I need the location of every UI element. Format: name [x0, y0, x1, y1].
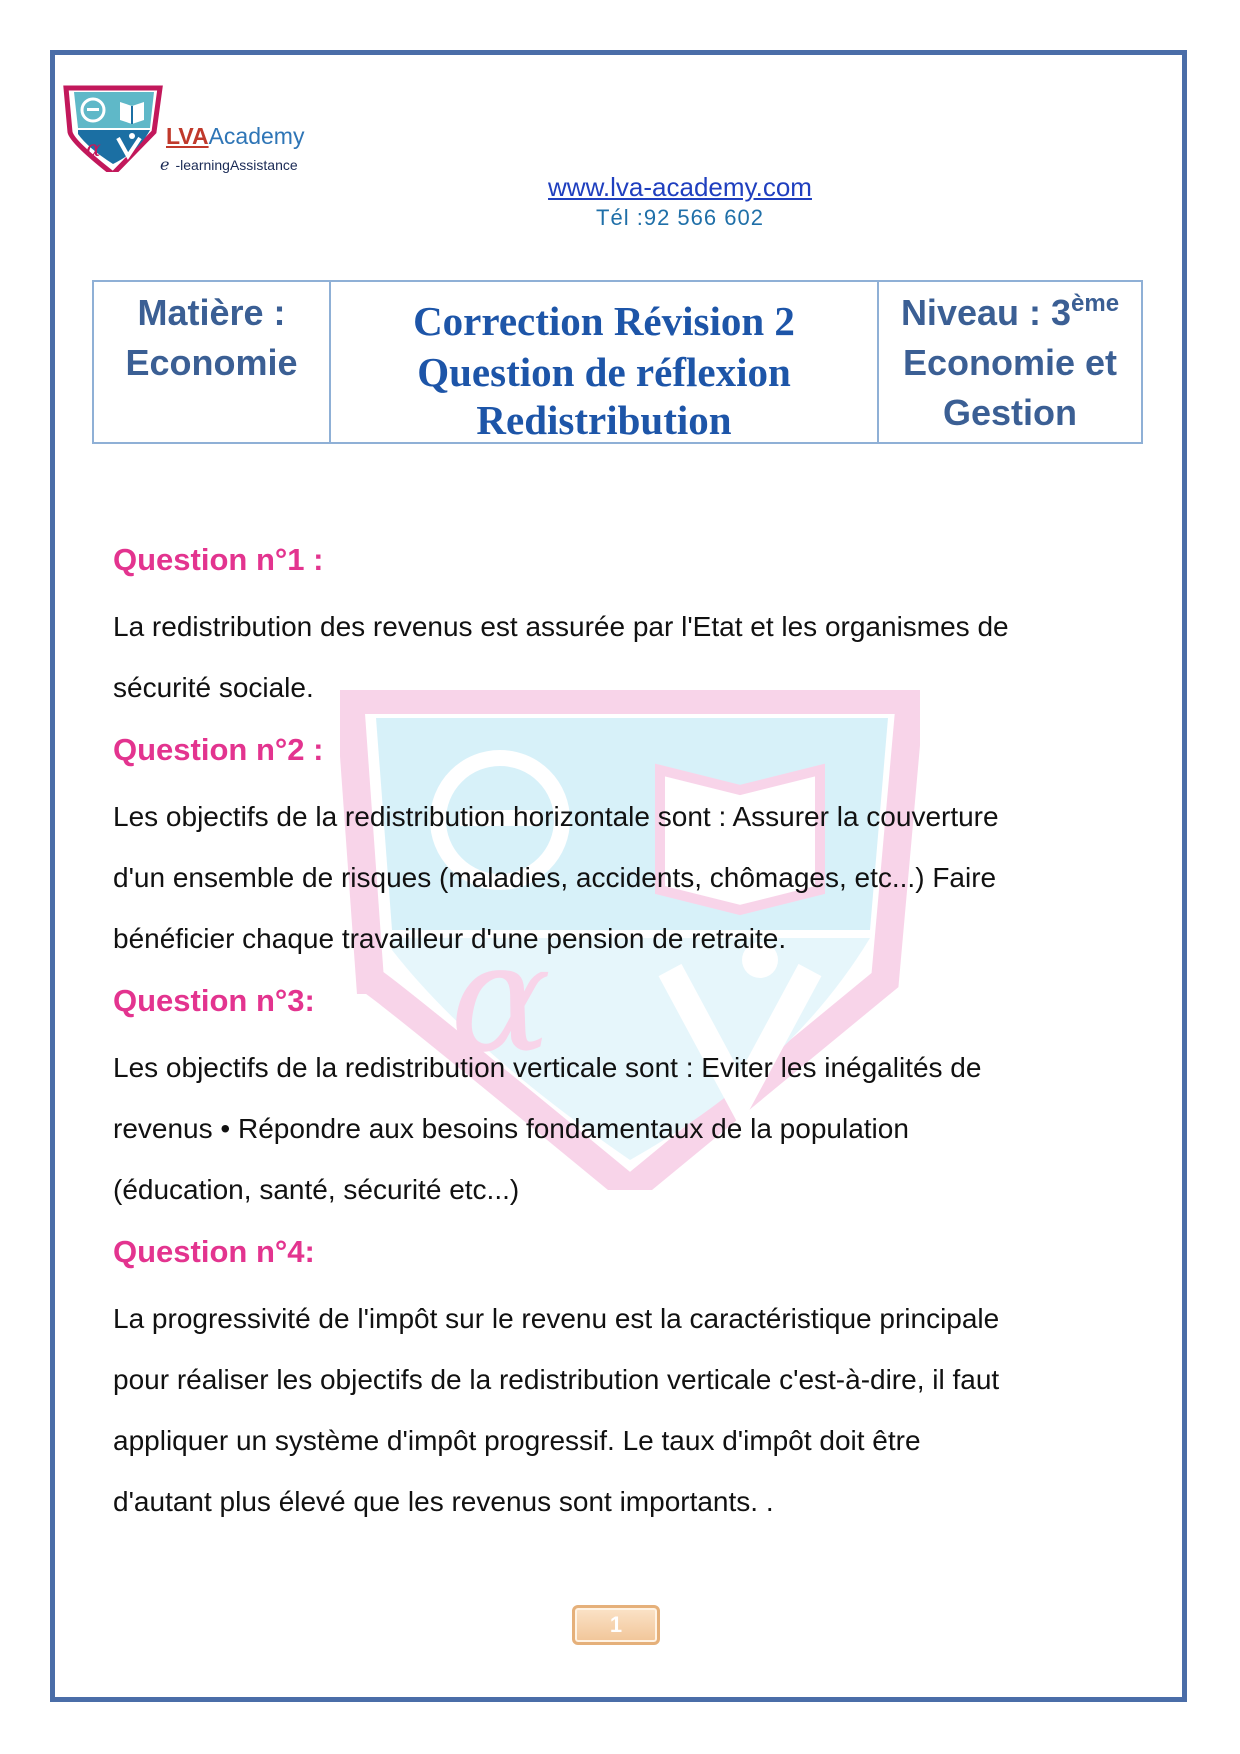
level-exponent: ème: [1071, 290, 1120, 317]
brand-name: [166, 123, 304, 150]
document-topic: Redistribution: [476, 397, 732, 443]
phone-number: Tél :92 566 602: [596, 205, 764, 230]
document-subtitle: Question de réflexion: [417, 349, 791, 395]
subject-label: Matière :: [137, 292, 286, 333]
question-2-title: Question n°2 :: [113, 732, 324, 767]
answer-line: appliquer un système d'impôt progressif. Le taux d'impôt doit être: [113, 1425, 921, 1456]
tagline-e: e: [160, 155, 170, 174]
level-line-2: Economie et: [902, 342, 1118, 383]
svg-text:α: α: [86, 137, 101, 162]
svg-text:α: α: [450, 912, 552, 1086]
answer-line: La redistribution des revenus est assurée par l'Etat et les organismes de: [113, 611, 1009, 642]
question-4-answer: [113, 1288, 1123, 1532]
question-block-4: [113, 1232, 1123, 1532]
brand-academy: Academy: [208, 123, 305, 149]
answer-line: (éducation, santé, sécurité etc...): [113, 1174, 520, 1205]
question-1-title: Question n°1 :: [113, 542, 324, 577]
website-link[interactable]: www.lva-academy.com: [548, 172, 812, 202]
answer-line: La progressivité de l'impôt sur le revenu est la caractéristique principale: [113, 1303, 1000, 1334]
question-block-1: [113, 540, 1123, 718]
tagline-text: -learningAssistance: [175, 157, 298, 173]
answer-line: Les objectifs de la redistribution horizontale sont : Assurer la couverture: [113, 801, 999, 832]
answer-line: sécurité sociale.: [113, 672, 314, 703]
subject-cell: [94, 282, 331, 442]
brand-lva: LVA: [166, 123, 209, 149]
questions-section: [113, 540, 1123, 1544]
level-label-text: Niveau : 3: [900, 292, 1072, 333]
answer-line: d'un ensemble de risques (maladies, accidents, chômages, etc...) Faire: [113, 862, 997, 893]
question-2-answer: [113, 786, 1123, 969]
answer-line: pour réaliser les objectifs de la redistribution verticale c'est-à-dire, il faut: [113, 1364, 1000, 1395]
question-3-title: Question n°3:: [113, 983, 315, 1018]
answer-line: Les objectifs de la redistribution verticale sont : Eviter les inégalités de: [113, 1052, 982, 1083]
question-4-title: Question n°4:: [113, 1234, 315, 1269]
title-cell: [331, 282, 879, 442]
question-3-answer: [113, 1037, 1123, 1220]
info-table: [92, 280, 1143, 444]
question-block-2: [113, 730, 1123, 969]
answer-line: d'autant plus élevé que les revenus sont importants. .: [113, 1486, 774, 1517]
answer-line: bénéficier chaque travailleur d'une pension de retraite.: [113, 923, 787, 954]
level-cell: [879, 282, 1141, 442]
question-1-answer: [113, 596, 1123, 718]
level-label: [901, 288, 1119, 338]
page-number: 1: [572, 1605, 660, 1645]
subject-value: Economie: [125, 342, 298, 383]
document-title: Correction Révision 2: [413, 298, 795, 344]
lva-academy-logo: [58, 82, 168, 172]
question-block-3: [113, 981, 1123, 1220]
answer-line: revenus • Répondre aux besoins fondamentaux de la population: [113, 1113, 909, 1144]
level-line-3: Gestion: [942, 392, 1077, 433]
